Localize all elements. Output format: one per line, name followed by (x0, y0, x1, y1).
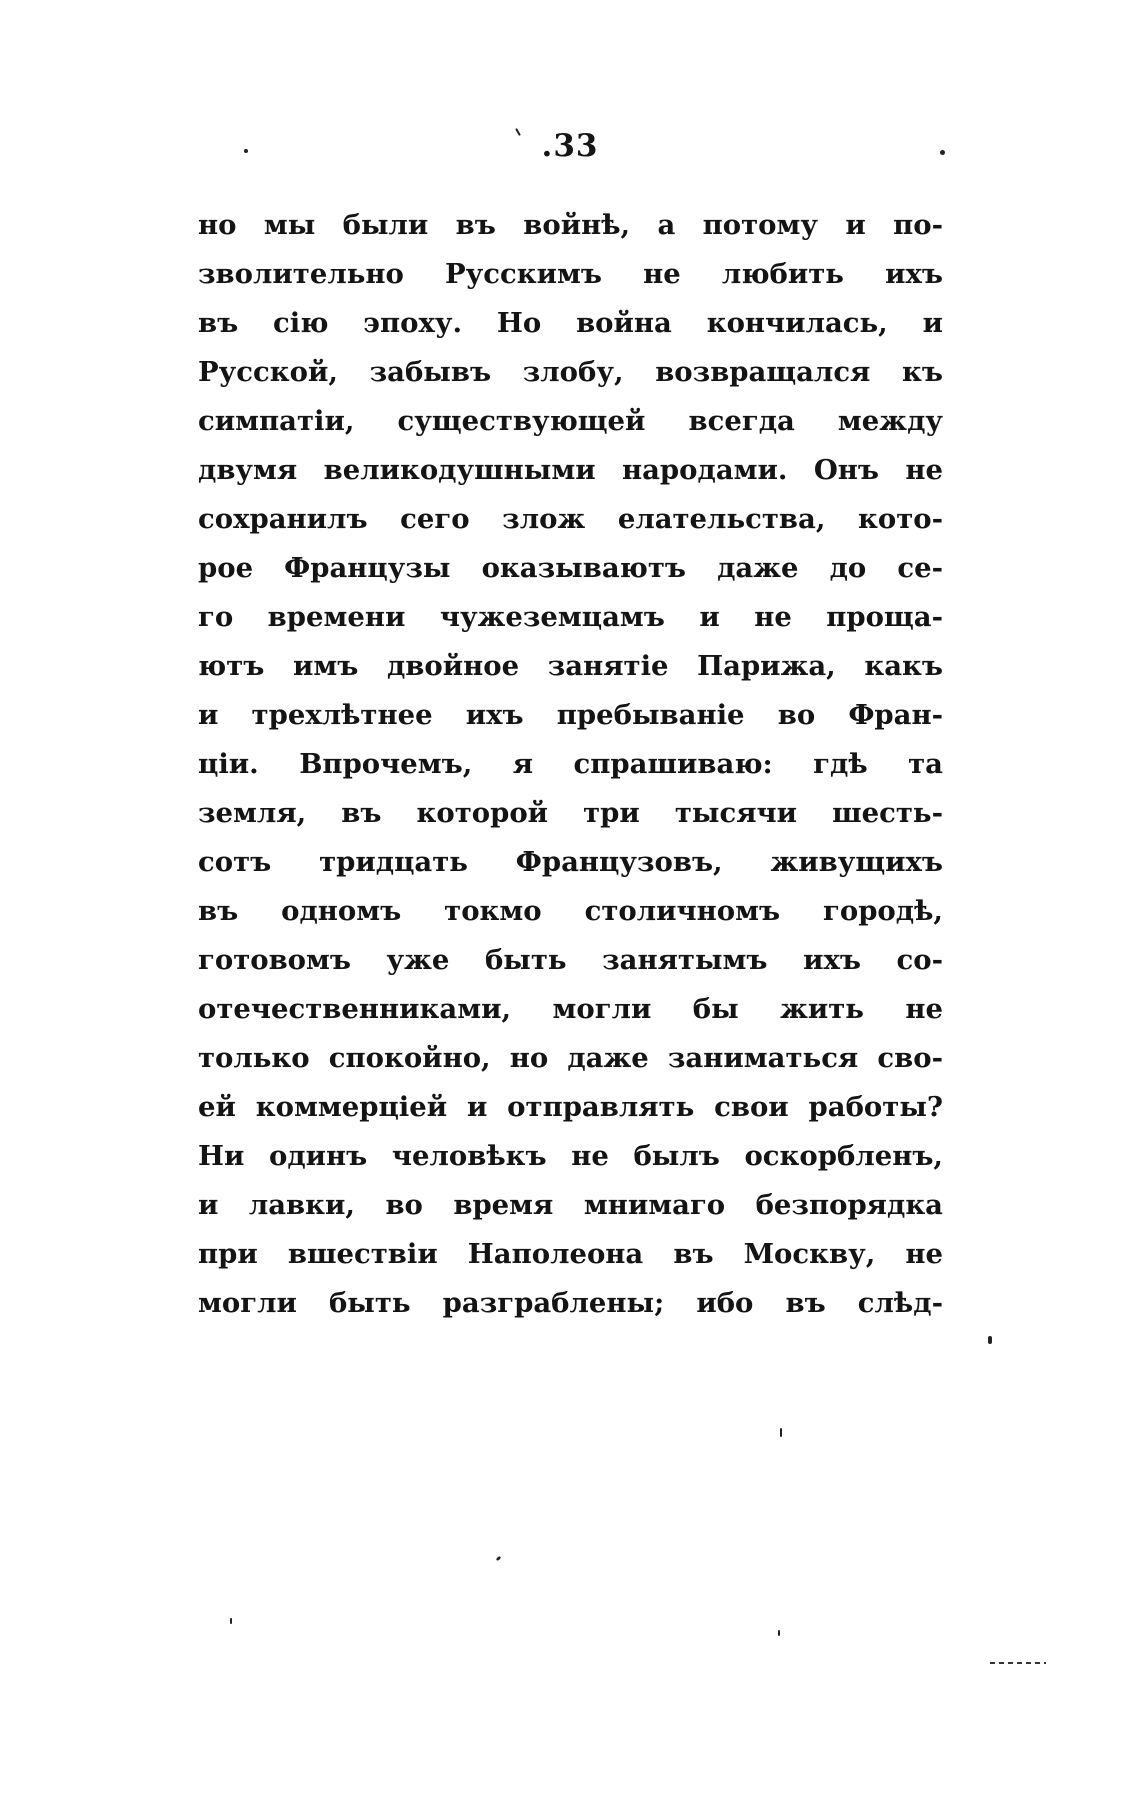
text-line: отечественниками, могли бы жить не (198, 993, 943, 1025)
text-line: симпатіи, существующей всегда между (198, 405, 943, 437)
text-line: въ сію эпоху. Но война кончилась, и (198, 307, 943, 339)
text-line: Русской, забывъ злобу, возвращался къ (198, 356, 943, 388)
body-text (198, 201, 943, 1328)
scan-speck (990, 1662, 1046, 1664)
scan-speck (940, 150, 945, 155)
text-line: и трехлѣтнее ихъ пребываніе во Фран- (198, 699, 943, 731)
text-line: только спокойно, но даже заниматься сво- (198, 1042, 943, 1074)
scan-speck (244, 149, 248, 153)
scan-speck (780, 1428, 782, 1437)
text-line: готовомъ уже быть занятымъ ихъ со- (198, 944, 943, 976)
text-line: ей коммерціей и отправлять свои работы? (198, 1091, 943, 1123)
text-line: ціи. Впрочемъ, я спрашиваю: гдѣ та (198, 748, 943, 780)
text-line: земля, въ которой три тысячи шесть- (198, 797, 943, 829)
text-line: сохранилъ сего злож елательства, кото- (198, 503, 943, 535)
text-line: ютъ имъ двойное занятіе Парижа, какъ (198, 650, 943, 682)
text-line: при вшествіи Наполеона въ Москву, не (198, 1238, 943, 1270)
text-line: зволительно Русскимъ не любить ихъ (198, 258, 943, 290)
text-line: и лавки, во время мнимаго безпорядка (198, 1189, 943, 1221)
text-line: въ одномъ токмо столичномъ городѣ, (198, 895, 943, 927)
scan-speck (496, 1556, 502, 1562)
page-number: .33 (541, 128, 599, 164)
text-line: го времени чужеземцамъ и не проща- (198, 601, 943, 633)
text-line: рое Французы оказываютъ даже до се- (198, 552, 943, 584)
text-line: могли быть разграблены; ибо въ слѣд- (198, 1287, 943, 1319)
text-line: Ни одинъ человѣкъ не былъ оскорбленъ, (198, 1140, 943, 1172)
scan-speck (988, 1336, 992, 1344)
text-line: но мы были въ войнѣ, а потому и по- (198, 209, 943, 241)
scan-speck (778, 1630, 780, 1636)
text-line: сотъ тридцать Французовъ, живущихъ (198, 846, 943, 878)
scan-speck (230, 1618, 232, 1624)
text-line: двумя великодушными народами. Онъ не (198, 454, 943, 486)
